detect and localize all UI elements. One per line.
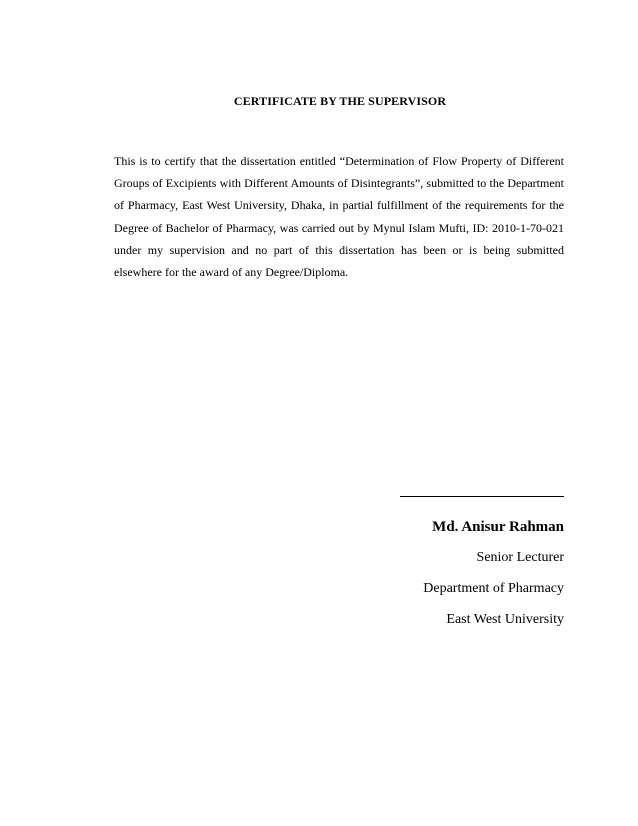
certificate-body-text: This is to certify that the dissertation entitled “Determination of Flow Property of Different Groups of Excipients with Different Amounts of Disintegrants”, submitted to the Department of Pharmacy, East West University, Dhaka, in partial fulfillment of the requirements for the Degree of Bachelor of Pharmacy, was carried out by Mynul Islam Mufti, ID: 2010-1-70-021 under my supervision and no part of this dissertation has been or is being submitted elsewhere for the award of any Degree/Diploma. bbox=[114, 154, 564, 280]
supervisor-university: East West University bbox=[446, 612, 564, 627]
supervisor-department: Department of Pharmacy bbox=[423, 581, 564, 596]
signature-line bbox=[400, 496, 564, 497]
supervisor-signature-block bbox=[304, 514, 564, 638]
certificate-title: CERTIFICATE BY THE SUPERVISOR bbox=[233, 94, 447, 108]
supervisor-name: Md. Anisur Rahman bbox=[432, 519, 564, 535]
supervisor-designation: Senior Lecturer bbox=[476, 550, 564, 565]
